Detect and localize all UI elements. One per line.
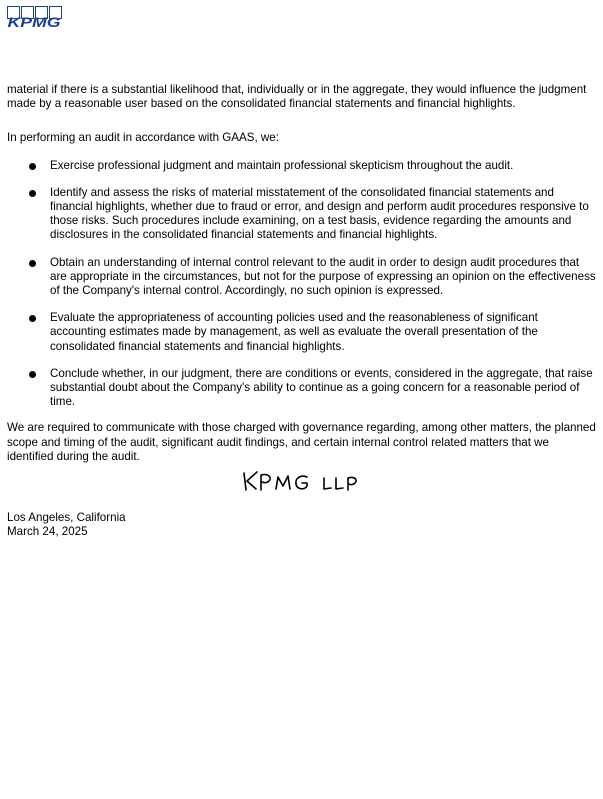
- bullet-icon: [29, 163, 36, 170]
- signature-kpmg-llp: [240, 468, 365, 496]
- bullet-icon: [29, 315, 36, 322]
- list-item-text: Conclude whether, in our judgment, there are conditions or events, considered in the aggregate, that raise substantial doubt about the Company's ability to continue as a going concern for a reasonable period of time.: [50, 366, 593, 409]
- audit-procedures-list: [7, 159, 597, 410]
- list-item-text: Obtain an understanding of internal control relevant to the audit in order to design audit procedures that are appropriate in the circumstances, but not for the purpose of expressing an opinion on the effectiveness of the Company's internal control. Accordingly, no such opinion is expressed.: [50, 255, 596, 298]
- list-item: [7, 367, 597, 410]
- city-line: Los Angeles, California: [7, 511, 126, 524]
- kpmg-logo: [7, 6, 63, 30]
- list-item: [7, 159, 597, 173]
- report-body: [7, 83, 597, 464]
- bullet-icon: [29, 190, 36, 197]
- bullet-icon: [29, 260, 36, 267]
- list-item-text: Evaluate the appropriateness of accounting policies used and the reasonableness of significant accounting estimates made by management, as well as evaluate the overall presentation of the consolidated financial statements and financial highlights.: [50, 311, 538, 353]
- list-item-text: Identify and assess the risks of material misstatement of the consolidated financial statements and financial highlights, whether due to fraud or error, and design and perform audit procedures responsive to those risks. Such procedures include examining, on a test basis, evidence regarding the amounts and disclosures in the consolidated financial statements and financial highlights.: [50, 185, 589, 242]
- bullet-icon: [29, 371, 36, 378]
- date-line: March 24, 2025: [7, 525, 88, 539]
- list-item: [7, 311, 597, 354]
- governance-paragraph: We are required to communicate with those charged with governance regarding, among other matters, the planned scope and timing of the audit, significant audit findings, and certain internal control related matters that we identified during the audit.: [7, 421, 596, 463]
- continued-paragraph: material if there is a substantial likelihood that, individually or in the aggregate, they would influence the judgment made by a reasonable user based on the consolidated financial statements and financial highlights.: [7, 83, 587, 111]
- svg-text:KPMG: KPMG: [7, 14, 61, 30]
- audit-intro: In performing an audit in accordance with GAAS, we:: [7, 131, 279, 145]
- list-item-text: Exercise professional judgment and maintain professional skepticism throughout the audit.: [50, 158, 514, 172]
- signature-location-date: [7, 511, 126, 539]
- list-item: [7, 256, 597, 299]
- list-item: [7, 186, 597, 243]
